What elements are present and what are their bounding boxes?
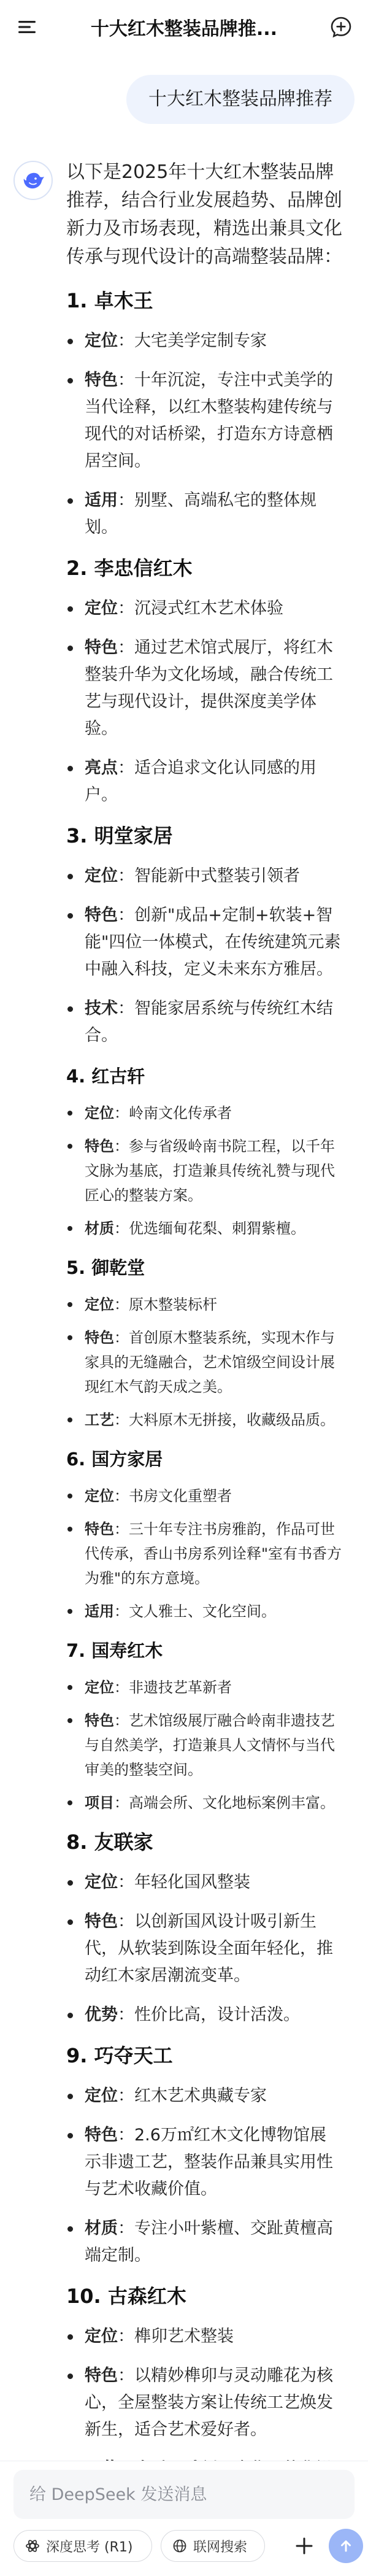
detail-label: 优势 xyxy=(85,2005,118,2024)
detail-label: 特色 xyxy=(85,371,118,390)
detail-label: 定位 xyxy=(85,1873,118,1892)
brand-section xyxy=(66,822,342,1049)
brand-detail xyxy=(66,1869,342,1896)
detail-text: ：创新"成品+定制+软装+智能"四位一体模式，在传统建筑元素中融入科技，定义未来东方雅居。 xyxy=(85,906,341,979)
atom-icon xyxy=(25,2539,40,2553)
brand-detail xyxy=(66,1101,342,1125)
web-search-toggle[interactable] xyxy=(161,2530,265,2562)
brand-detail xyxy=(66,2215,342,2269)
detail-label: 技术 xyxy=(85,999,118,1018)
brand-title: 6. 国方家居 xyxy=(66,1449,163,1470)
detail-label: 特色 xyxy=(85,1138,114,1155)
detail-text: ：参与省级岭南书院工程，以千年文脉为基底，打造兼具传统礼赞与现代匠心的整装方案。 xyxy=(85,1138,335,1204)
detail-label: 特色 xyxy=(85,2126,118,2145)
top-bar xyxy=(0,0,368,54)
deepseek-whale-icon xyxy=(13,161,53,200)
web-search-label: 联网搜索 xyxy=(193,2539,248,2555)
detail-label: 特色 xyxy=(85,1712,114,1729)
detail-label: 定位 xyxy=(85,599,118,618)
detail-label: 特色 xyxy=(85,1329,114,1346)
brand-section xyxy=(66,1829,342,2029)
detail-text: ：适合追求文化认同感的用户。 xyxy=(85,758,316,804)
detail-label: 工艺 xyxy=(85,1411,114,1429)
detail-label: 项目 xyxy=(85,1794,114,1811)
brand-title: 2. 李忠信红木 xyxy=(66,557,193,580)
detail-label: 定位 xyxy=(85,1679,114,1696)
detail-text: ：智能新中式整装引领者 xyxy=(118,866,300,885)
brand-detail xyxy=(66,902,342,983)
brand-section xyxy=(66,1637,342,1815)
brand-detail xyxy=(66,1599,342,1624)
detail-text: ：原木整装标杆 xyxy=(114,1296,217,1313)
brand-title: 7. 国寿红木 xyxy=(66,1640,163,1661)
detail-text: ：首创原木整装系统，实现木作与家具的无缝融合，艺术馆级空间设计展现红木气韵天成之美。 xyxy=(85,1329,335,1395)
brand-detail xyxy=(66,863,342,890)
brand-detail xyxy=(66,1484,342,1508)
detail-label: 材质 xyxy=(85,2219,118,2238)
detail-text: ：别墅、高端私宅的整体规划。 xyxy=(85,491,316,537)
detail-text: ：专注小叶紫檀、交趾黄檀高端定制。 xyxy=(85,2219,333,2265)
detail-label: 适用 xyxy=(85,1603,114,1620)
brand-title: 5. 御乾堂 xyxy=(66,1257,145,1278)
detail-text: ：以创新国风设计吸引新生代，从软装到陈设全面年轻化，推动红木家居潮流变革。 xyxy=(85,1912,333,1985)
message-input-box xyxy=(13,2470,355,2519)
brand-detail xyxy=(66,1292,342,1317)
brand-detail xyxy=(66,2122,342,2203)
detail-label: 适用 xyxy=(85,491,118,510)
detail-text: ：三十年专注书房雅韵，作品可世代传承，香山书房系列诠释"室有书香方为雅"的东方意境。 xyxy=(85,1521,342,1587)
deep-think-label: 深度思考 (R1) xyxy=(46,2539,133,2555)
brand-detail xyxy=(66,1675,342,1700)
detail-text: ：性价比高，设计活泼。 xyxy=(118,2005,300,2024)
brand-section xyxy=(66,1063,342,1241)
brand-detail xyxy=(66,2362,342,2443)
brand-section xyxy=(66,2042,342,2269)
detail-label: 定位 xyxy=(85,2086,118,2105)
detail-text: ：书房文化重塑者 xyxy=(114,1487,232,1505)
detail-text: ：岭南文化传承者 xyxy=(114,1105,232,1122)
brand-detail xyxy=(66,1408,342,1432)
brand-section xyxy=(66,1254,342,1432)
brand-title: 1. 卓木王 xyxy=(66,289,153,312)
detail-label: 定位 xyxy=(85,331,118,350)
brand-detail xyxy=(66,1908,342,1989)
brand-detail xyxy=(66,1791,342,1815)
brand-detail xyxy=(66,755,342,809)
detail-text: ：沉浸式红木艺术体验 xyxy=(118,599,283,618)
deep-think-toggle[interactable] xyxy=(13,2530,152,2562)
detail-text: ：十年沉淀，专注中式美学的当代诠释，以红木整装构建传统与现代的对话桥梁，打造东方诗意栖居空间。 xyxy=(85,371,333,471)
assistant-answer xyxy=(66,158,342,2523)
brand-detail xyxy=(66,487,342,541)
brand-title: 10. 古森红木 xyxy=(66,2285,186,2308)
detail-label: 特色 xyxy=(85,2366,118,2385)
send-button[interactable] xyxy=(329,2529,363,2563)
detail-label: 特色 xyxy=(85,1912,118,1931)
detail-label: 定位 xyxy=(85,1296,114,1313)
brand-section xyxy=(66,1446,342,1624)
globe-icon xyxy=(172,2539,187,2553)
menu-icon[interactable] xyxy=(13,13,40,40)
detail-label: 定位 xyxy=(85,1487,114,1505)
attach-plus-button[interactable] xyxy=(287,2529,321,2563)
brand-title: 9. 巧夺天工 xyxy=(66,2044,173,2067)
detail-label: 特色 xyxy=(85,906,118,925)
brand-detail xyxy=(66,1216,342,1241)
detail-text: ：以精妙榫卯与灵动雕花为核心，全屋整装方案让传统工艺焕发新生，适合艺术爱好者。 xyxy=(85,2366,333,2439)
detail-text: ：文人雅士、文化空间。 xyxy=(114,1603,276,1620)
brand-detail xyxy=(66,2083,342,2110)
detail-text: ：通过艺术馆式展厅，将红木整装升华为文化场域，融合传统工艺与现代设计，提供深度美学体验。 xyxy=(85,638,333,738)
detail-text: ：非遗技艺革新者 xyxy=(114,1679,232,1696)
brand-detail xyxy=(66,634,342,742)
brand-detail xyxy=(66,995,342,1049)
answer-intro: 以下是2025年十大红木整装品牌推荐，结合行业发展趋势、品牌创新力及市场表现，精选出兼具文化传承与现代设计的高端整装品牌： xyxy=(66,161,342,268)
detail-label: 特色 xyxy=(85,638,118,657)
brand-title: 4. 红古轩 xyxy=(66,1066,145,1087)
brand-detail xyxy=(66,2002,342,2029)
detail-text: ：高端会所、文化地标案例丰富。 xyxy=(114,1794,335,1811)
detail-text: ：年轻化国风整装 xyxy=(118,1873,250,1892)
page-title: 十大红木整装品牌推... xyxy=(90,18,278,40)
brand-detail xyxy=(66,1708,342,1782)
arrow-up-icon xyxy=(338,2538,354,2554)
brand-detail xyxy=(66,367,342,475)
detail-label: 亮点 xyxy=(85,758,118,777)
detail-text: ：2.6万㎡红木文化博物馆展示非遗工艺，整装作品兼具实用性与艺术收藏价值。 xyxy=(85,2126,333,2199)
detail-label: 材质 xyxy=(85,1220,114,1237)
brand-section xyxy=(66,287,342,541)
detail-text: ：大宅美学定制专家 xyxy=(118,331,267,350)
brand-section xyxy=(66,555,342,809)
brand-detail xyxy=(66,328,342,355)
brand-detail xyxy=(66,2323,342,2350)
brand-detail xyxy=(66,1134,342,1208)
message-input[interactable] xyxy=(13,2470,355,2519)
user-message-bubble: 十大红木整装品牌推荐 xyxy=(126,75,355,124)
message-composer xyxy=(0,2461,368,2576)
detail-text: ：优选缅甸花梨、刺猬紫檀。 xyxy=(114,1220,305,1237)
new-chat-icon[interactable] xyxy=(328,13,355,40)
brand-detail xyxy=(66,595,342,622)
brand-detail xyxy=(66,1517,342,1591)
detail-text: ：红木艺术典藏专家 xyxy=(118,2086,267,2105)
brand-title: 8. 友联家 xyxy=(66,1830,153,1854)
brand-detail xyxy=(66,1325,342,1399)
detail-label: 定位 xyxy=(85,1105,114,1122)
detail-text: ：艺术馆级展厅融合岭南非遗技艺与自然美学，打造兼具人文情怀与当代审美的整装空间。 xyxy=(85,1712,335,1778)
brand-title: 3. 明堂家居 xyxy=(66,824,173,847)
detail-label: 特色 xyxy=(85,1521,114,1538)
detail-label: 定位 xyxy=(85,2327,118,2346)
detail-text: ：智能家居系统与传统红木结合。 xyxy=(85,999,333,1045)
detail-text: ：大料原木无拼接，收藏级品质。 xyxy=(114,1411,335,1429)
detail-label: 定位 xyxy=(85,866,118,885)
detail-text: ：榫卯艺术整装 xyxy=(118,2327,234,2346)
